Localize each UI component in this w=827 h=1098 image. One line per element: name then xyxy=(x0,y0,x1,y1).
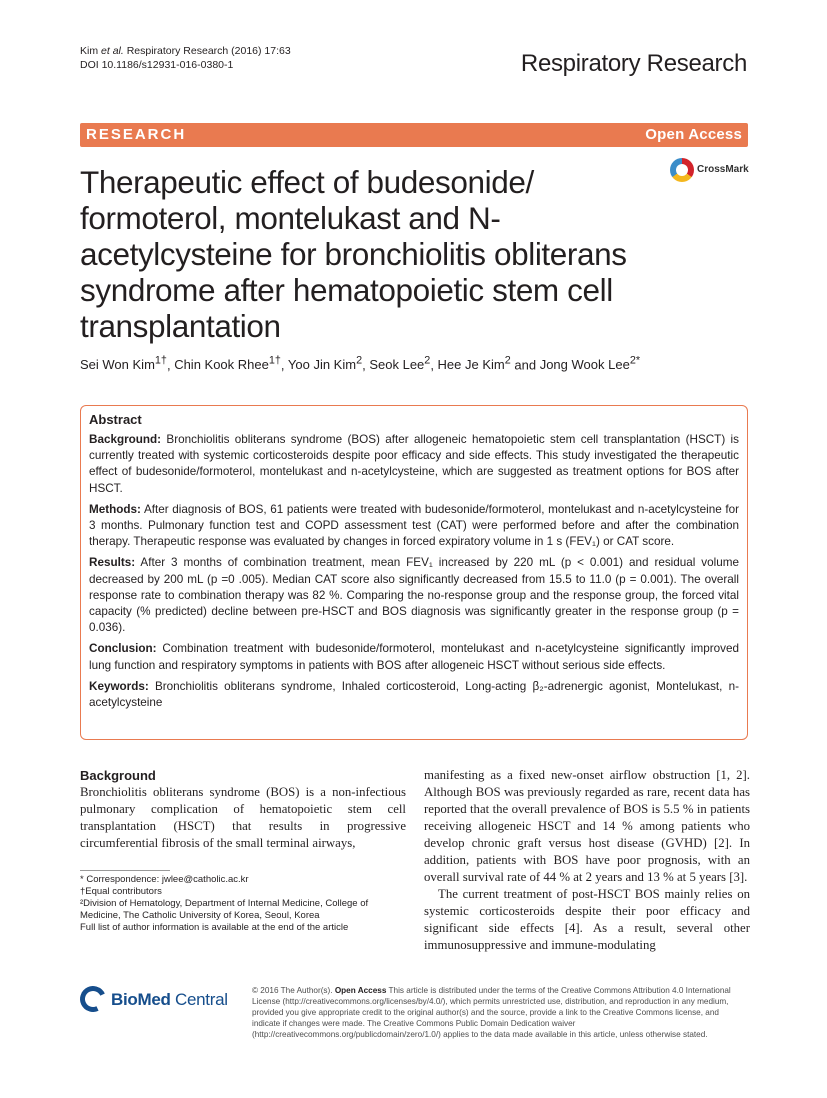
crossmark-badge[interactable] xyxy=(670,158,752,184)
footnote-full-list: Full list of author information is available at the end of the article xyxy=(80,922,349,933)
footnote-correspondence[interactable]: * Correspondence: jwlee@catholic.ac.kr xyxy=(80,874,249,885)
citation-etal: et al. xyxy=(101,45,124,57)
author[interactable]: Seok Lee$^2$ xyxy=(369,355,431,373)
biomed-central-ring-icon xyxy=(76,982,109,1015)
citation-journal-volume: Respiratory Research (2016) 17:63 xyxy=(126,45,291,57)
author[interactable]: Sei Won Kim$^{1\dagger}$ xyxy=(80,355,167,373)
body-paragraph: manifesting as a fixed new-onset airflow obstruction [1, 2]. Although BOS was previously regarded as rare, recent data has reported that the overall prevalence of BOS is 5.5 % in patients receiving allogeneic HSCT and 14 % among patients who develop chronic graft versus host disease (GVHD) [2]. In addition, patients with BOS have poor prognosis, with an overall survival rate of 44 % at 2 years and 13 % at 5 years [3]. xyxy=(424,768,750,884)
abstract-keywords: Keywords: Bronchiolitis obliterans syndrome, Inhaled corticosteroid, Long-acting β₂-adrenergic agonist, Montelukast, n-acetylcysteine xyxy=(89,679,739,710)
citation-authors: Kim xyxy=(80,45,99,57)
article-type-label: RESEARCH xyxy=(86,126,187,143)
footnote-affiliation: ²Division of Hematology, Department of Internal Medicine, College of Medicine, The Catholic University of Korea, Seoul, Korea xyxy=(80,898,369,921)
biomed-central-logo[interactable] xyxy=(80,986,240,1016)
footnote-equal-contributors: †Equal contributors xyxy=(80,886,162,897)
abstract-background: Background: Bronchiolitis obliterans syndrome (BOS) after allogeneic hematopoietic stem cell transplantation (HSCT) is currently treated with systemic corticosteroids despite poor efficacy and side effects. This study investigated the therapeutic effect of budesonide/formoterol, montelukast and n-acetylcysteine, which are suggested as treatment options for BOS after HSCT. xyxy=(89,433,739,495)
article-title: Therapeutic effect of budesonide/ formoterol, montelukast and N-acetylcysteine for bronchiolitis obliterans syndrome after hematopoietic stem cell transplantation xyxy=(80,164,627,344)
abstract-box xyxy=(80,405,748,740)
abstract-heading: Abstract xyxy=(89,412,142,427)
citation-header xyxy=(80,44,291,72)
open-access-label: Open Access xyxy=(645,126,742,143)
body-paragraph: Bronchiolitis obliterans syndrome (BOS) is a non-infectious pulmonary complication of hematopoietic stem cell transplantation (HSCT) that results in progressive circumferential fibrosis of the small terminal airways, xyxy=(80,785,406,850)
author[interactable]: Hee Je Kim$^2$ xyxy=(437,355,511,373)
journal-name: Respiratory Research xyxy=(520,50,747,77)
crossmark-icon xyxy=(670,158,694,182)
body-paragraph: The current treatment of post-HSCT BOS mainly relies on systemic corticosteroids despite their poor efficacy and significant side effects [4]. As a result, several other immunosuppressive and immune-modulating xyxy=(424,887,750,952)
body-left-column xyxy=(80,767,406,852)
abstract-methods: Methods: After diagnosis of BOS, 61 patients were treated with budesonide/formoterol, montelukast and n-acetylcysteine for 3 months. Pulmonary function test and COPD assessment test (CAT) were performed before and after the combination therapy. Therapeutic response was evaluated by changes in forced expiratory volume in 1 s (FEV₁) or CAT score. xyxy=(89,502,739,549)
citation-line xyxy=(80,44,291,58)
footnotes xyxy=(80,870,406,934)
crossmark-label: CrossMark xyxy=(697,164,749,175)
doi-line[interactable]: DOI 10.1186/s12931-016-0380-1 xyxy=(80,59,234,71)
section-heading-background: Background xyxy=(80,768,156,783)
abstract-conclusion: Conclusion: Combination treatment with budesonide/formoterol, montelukast and n-acetylcysteine significantly improved lung function and respiratory symptoms in patients with BOS after allogeneic HSCT without serious side effects. xyxy=(89,642,740,672)
body-right-column xyxy=(424,767,750,954)
license-text: © 2016 The Author(s). Open Access This article is distributed under the terms of the Creative Commons Attribution 4.0 International License (http://creativecommons.org/licenses/by/4.0/), which permits unrestricted use, distribution, and reproduction in any medium, provided you give appropriate credit to the original author(s) and the source, provide a link to the Creative Commons license, and indicate if changes were made. The Creative Commons Public Domain Dedication waiver (http://creativecommons.org/publicdomain/zero/1.0/) applies to the data made available in this article, unless otherwise stated. xyxy=(252,986,731,1039)
author[interactable]: Yoo Jin Kim$^2$ xyxy=(287,355,363,373)
footnote-divider xyxy=(80,870,170,871)
abstract-results: Results: After 3 months of combination treatment, mean FEV₁ increased by 220 mL (p < 0.001) and residual volume decreased by 200 mL (p =0 .005). Median CAT score also significantly decreased from 15.5 to 11.0 (p = 0.001). The overall response rate to combination therapy was 82 %. Comparing the no-response group and the response group, the forced vital capacity (% predicted) decline between pre-HSCT and BOS diagnosis was significantly greater in the response group (p = 0.036). xyxy=(89,556,739,635)
author-list: Sei Won Kim$^{1\dagger}$, Chin Kook Rhee$^{1\dagger}$, Yoo Jin Kim$^2$, Seok Lee$^2$, Hee Je Kim$^2$ and Jong Wook Lee$^{2*}$ xyxy=(80,355,641,373)
publisher-name: BioMed Central xyxy=(111,990,228,1009)
author[interactable]: Jong Wook Lee$^{2*}$ xyxy=(539,355,641,373)
article-type-banner xyxy=(80,123,748,147)
author[interactable]: Chin Kook Rhee$^{1\dagger}$ xyxy=(174,355,281,373)
